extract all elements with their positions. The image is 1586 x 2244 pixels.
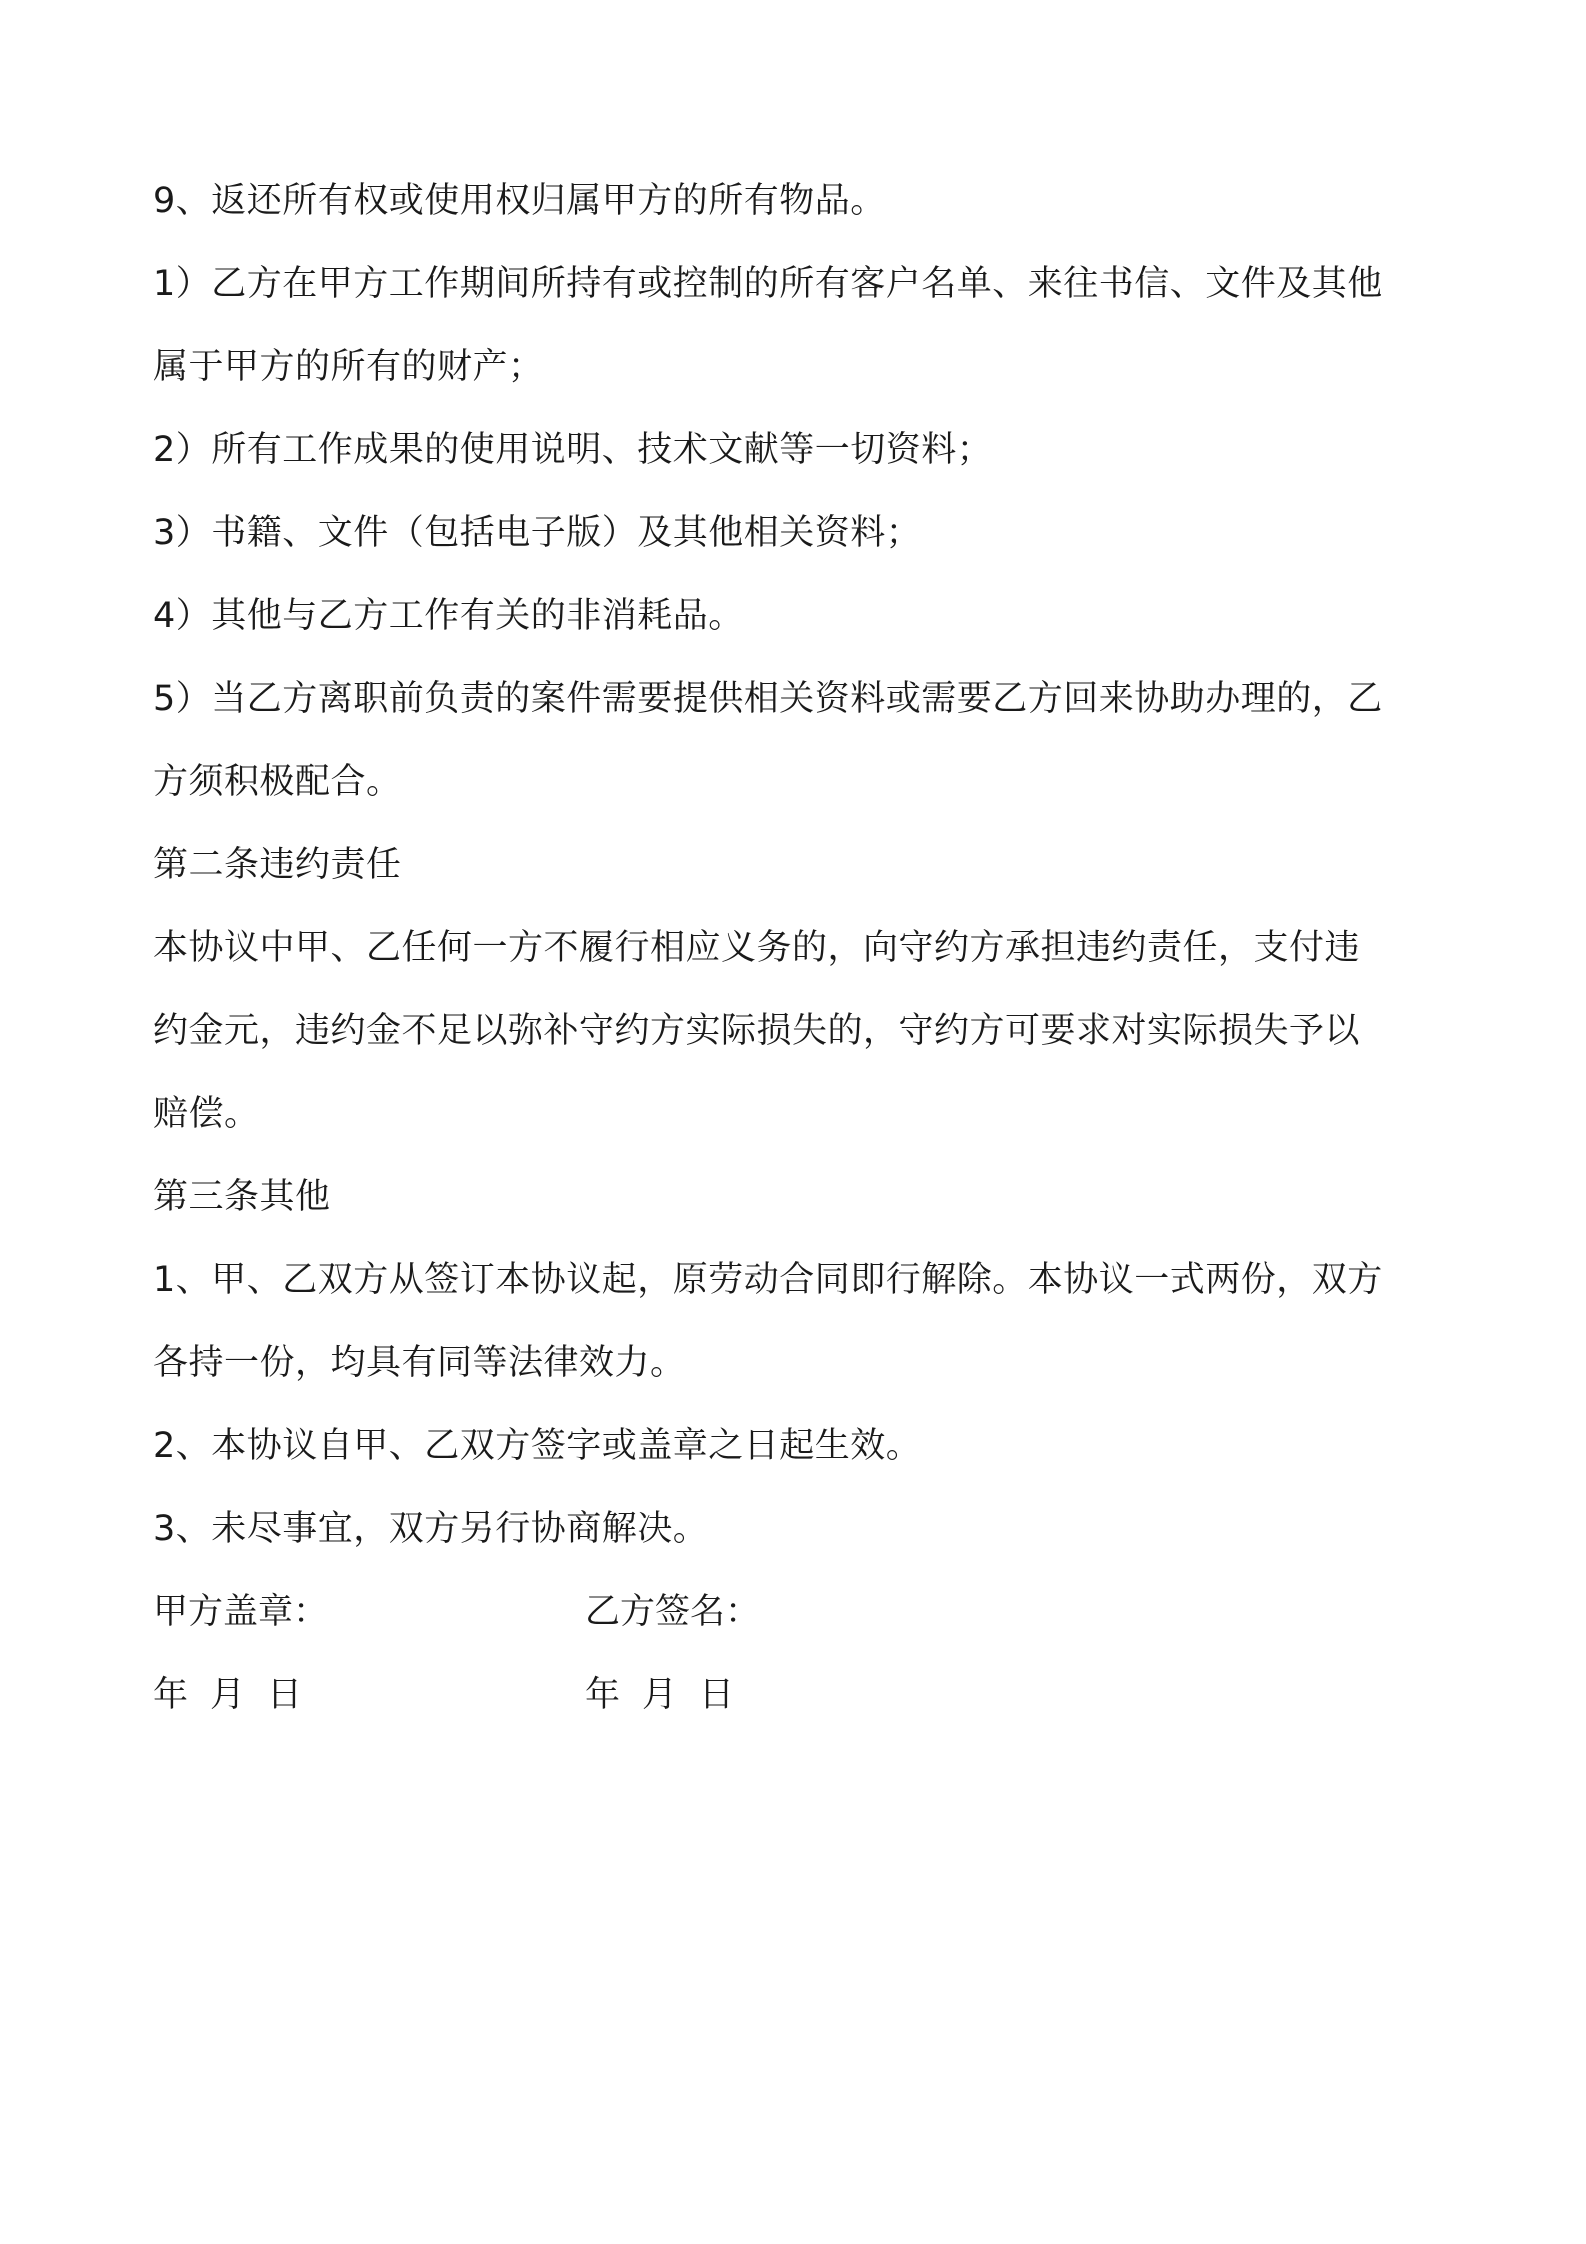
article-3-heading: 第三条其他: [153, 1177, 331, 1217]
party-a-date-year: 年: [153, 1675, 189, 1715]
party-a-date-day: 日: [267, 1675, 303, 1715]
article-2-heading: 第二条违约责任: [153, 845, 402, 885]
clause-9-heading: 9、返还所有权或使用权归属甲方的所有物品。: [153, 181, 886, 221]
party-b-date-year: 年: [585, 1675, 621, 1715]
signature-labels-row: [153, 1571, 1443, 1654]
item-5-line-1: 5）当乙方离职前负责的案件需要提供相关资料或需要乙方回来协助办理的，乙: [153, 679, 1383, 719]
item-1-line-1: 1）乙方在甲方工作期间所持有或控制的所有客户名单、来往书信、文件及其他: [153, 264, 1383, 304]
party-b-signature-label: 乙方签名：: [585, 1592, 761, 1632]
signature-dates-row: [153, 1654, 1443, 1737]
party-a-date: [153, 1654, 302, 1737]
party-b-date-month: 月: [642, 1675, 678, 1715]
article-3-item-2: 2、本协议自甲、乙双方签字或盖章之日起生效。: [153, 1426, 922, 1466]
item-4: 4）其他与乙方工作有关的非消耗品。: [153, 596, 744, 636]
article-3-item-1-line-1: 1、甲、乙双方从签订本协议起，原劳动合同即行解除。本协议一式两份，双方: [153, 1260, 1383, 1300]
article-3-item-1-line-2: 各持一份，均具有同等法律效力。: [153, 1343, 686, 1383]
item-3: 3）书籍、文件（包括电子版）及其他相关资料；: [153, 513, 922, 553]
item-5-line-2: 方须积极配合。: [153, 762, 402, 802]
article-3-item-3: 3、未尽事宜，双方另行协商解决。: [153, 1509, 709, 1549]
party-b-date: [585, 1654, 734, 1737]
party-b-date-day: 日: [699, 1675, 735, 1715]
item-1-line-2: 属于甲方的所有的财产；: [153, 347, 544, 387]
party-a-seal-label: 甲方盖章：: [153, 1592, 329, 1632]
document-body: [153, 160, 1443, 1737]
article-2-text-line-1: 本协议中甲、乙任何一方不履行相应义务的，向守约方承担违约责任，支付违: [153, 928, 1361, 968]
party-a-date-month: 月: [210, 1675, 246, 1715]
item-2: 2）所有工作成果的使用说明、技术文献等一切资料；: [153, 430, 993, 470]
article-2-text-line-2: 约金元，违约金不足以弥补守约方实际损失的，守约方可要求对实际损失予以: [153, 1011, 1361, 1051]
article-2-text-line-3: 赔偿。: [153, 1094, 260, 1134]
